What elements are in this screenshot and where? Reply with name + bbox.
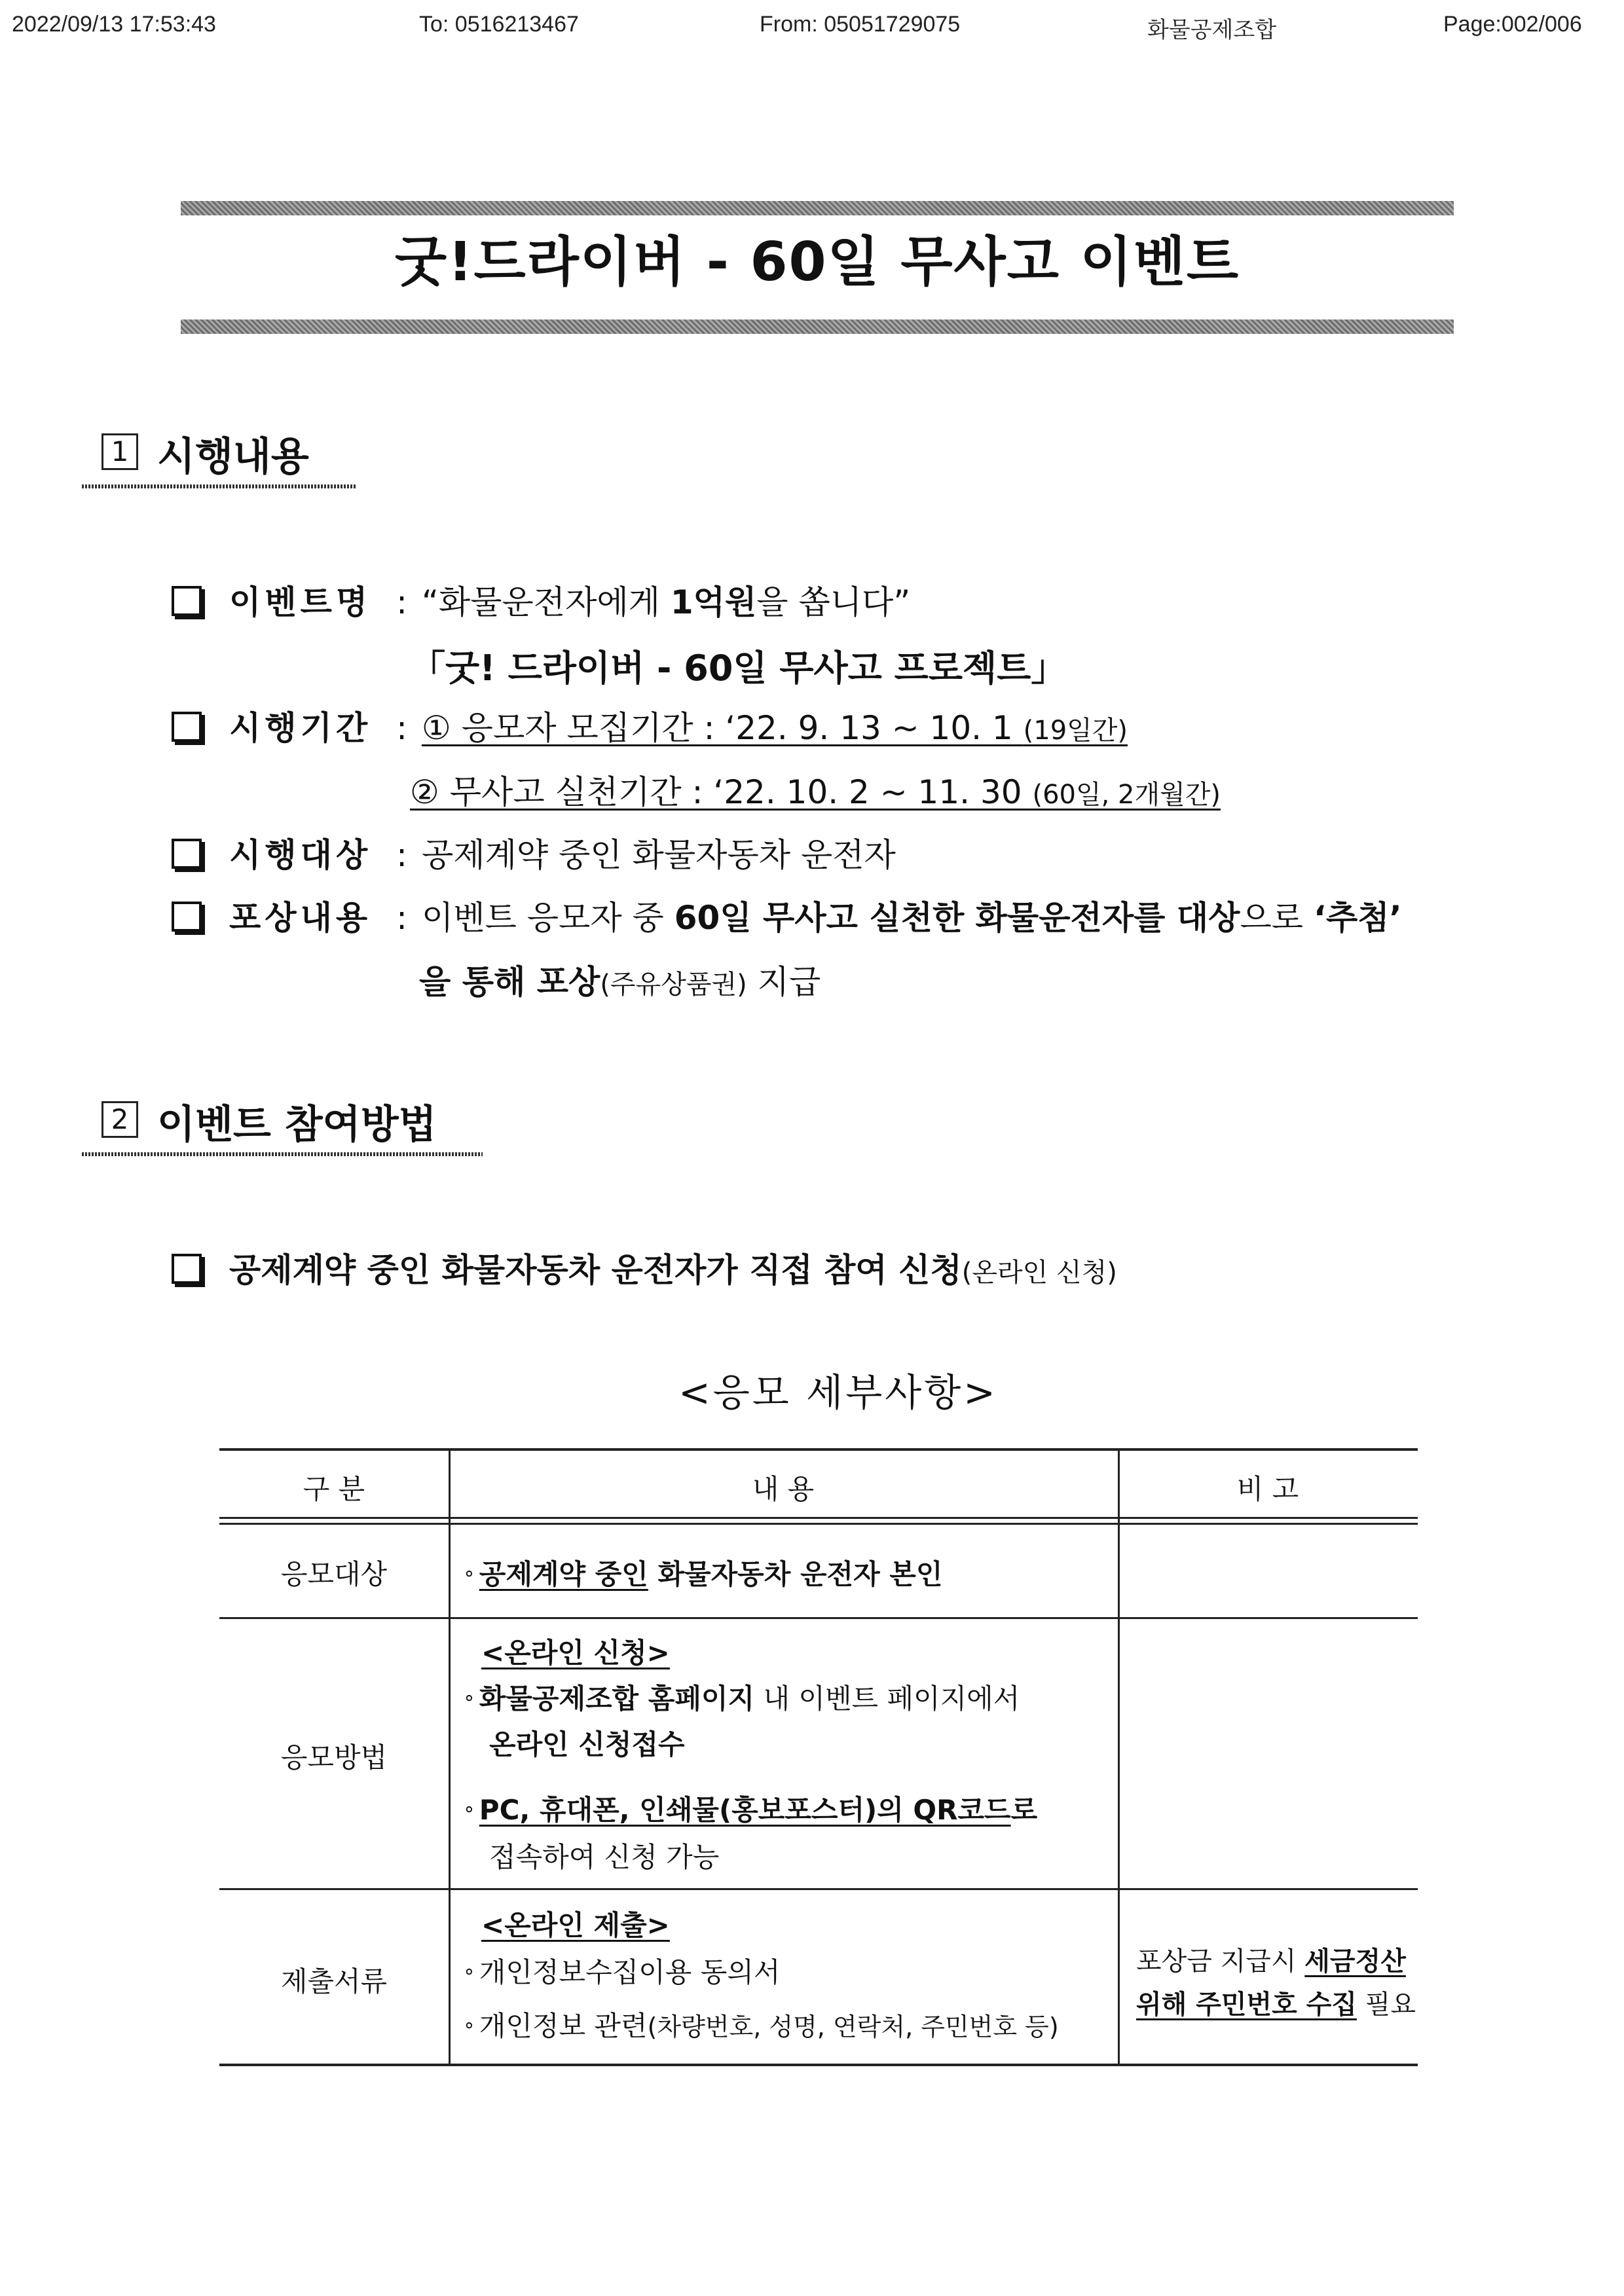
row1-label: 응모대상 [280, 1558, 388, 1590]
checkbox-icon [172, 586, 202, 616]
bullet-icon: ∘ [463, 2014, 475, 2037]
row3-subheading: <온라인 제출> [481, 1909, 670, 1941]
fax-datetime: 2022/09/13 17:53:43 [12, 12, 216, 37]
event-project-name: 「굿! 드라이버 - 60일 무사고 프로젝트」 [410, 647, 1067, 689]
colon: : [396, 899, 407, 937]
apply-text: 공제계약 중인 화물자동차 운전자가 직접 참여 신청 [229, 1251, 962, 1289]
row1-content [463, 1553, 942, 1592]
event-name-amount: 1억원 [670, 583, 757, 621]
checkbox-icon [172, 839, 202, 869]
colon: : [396, 836, 407, 874]
event-name-quote-open: “화물운전자에게 [421, 583, 671, 621]
table-header-content: 내 용 [752, 1473, 815, 1505]
reward-text-d: ‘추첨’ [1313, 899, 1402, 937]
reward-line2-bold: 을 통해 포상 [419, 963, 600, 1001]
row2-bullet1-line2: 온라인 신청접수 [489, 1728, 685, 1760]
section-2-title: 이벤트 참여방법 [157, 1102, 437, 1148]
title-band-top [181, 201, 1454, 215]
target-line [172, 829, 896, 876]
fax-page: Page:002/006 [1443, 12, 1582, 37]
table-header-note: 비 고 [1236, 1473, 1299, 1505]
section-1-underline [82, 484, 356, 488]
row2-subheading: <온라인 신청> [481, 1637, 670, 1669]
row3-bullet1-text: 개인정보수집이용 동의서 [479, 1956, 781, 1988]
reward-line-2 [419, 956, 821, 1003]
row3-note-u1: 세금정산 [1304, 1946, 1406, 1977]
row2-bullet2 [463, 1789, 1037, 1828]
bullet-icon: ∘ [463, 1798, 475, 1821]
reward-line2-small: (주유상품권) [600, 970, 747, 1000]
reward-line-1 [172, 892, 1402, 939]
apply-small: (온라인 신청) [961, 1258, 1117, 1288]
row2-bullet2-underlined: PC, 휴대폰, 인쇄물(홍보포스터)의 QR코드 [479, 1794, 1011, 1826]
row1-underlined: 공제계약 중인 [479, 1558, 648, 1590]
target-label: 시행대상 [229, 836, 372, 874]
period-line-2 [410, 766, 1221, 813]
checkbox-icon [172, 712, 202, 742]
fax-to: To: 0516213467 [419, 12, 579, 37]
reward-label: 포상내용 [229, 899, 372, 937]
period-label: 시행기간 [229, 709, 372, 747]
table-top-rule [219, 1448, 1418, 1451]
bullet-icon: ∘ [463, 1960, 475, 1983]
section-2-underline [82, 1152, 483, 1156]
row3-note-line1 [1136, 1941, 1406, 1978]
row2-bullet1 [463, 1677, 1020, 1717]
row3-note-end: 필요 [1356, 1990, 1416, 2020]
period-2-text: ② 무사고 실천기간 : ‘22. 10. 2 ~ 11. 30 [410, 773, 1033, 811]
row2-bullet2-line2: 접속하여 신청 가능 [489, 1841, 720, 1873]
table-row-rule-1 [219, 1617, 1418, 1619]
checkbox-icon [172, 1254, 202, 1284]
reward-text-a: 이벤트 응모자 중 [421, 899, 674, 937]
table-col-divider-2 [1118, 1448, 1120, 2066]
row3-note-u2: 위해 주민번호 수집 [1136, 1990, 1357, 2020]
title-band-bottom [181, 319, 1454, 334]
event-name-label: 이벤트명 [229, 583, 372, 621]
reward-line2-end: 지급 [747, 963, 821, 1001]
section-2-number: 2 [101, 1101, 138, 1138]
details-table [219, 1448, 1418, 2070]
period-line-1 [172, 702, 1128, 749]
fax-from: From: 05051729075 [760, 12, 961, 37]
table-col-divider-1 [449, 1448, 451, 2066]
colon: : [396, 583, 407, 621]
table-row-rule-2 [219, 1888, 1418, 1890]
row3-note-line2 [1136, 1984, 1416, 2021]
period-1-days: (19일간) [1023, 716, 1128, 746]
period-2-days: (60일, 2개월간) [1032, 780, 1221, 810]
table-bottom-rule [219, 2064, 1418, 2066]
fax-header [0, 12, 1624, 51]
row2-bullet1-bold: 화물공제조합 홈페이지 [479, 1683, 755, 1715]
row3-bullet1 [463, 1951, 780, 1990]
table-caption: <응모 세부사항> [678, 1370, 998, 1415]
fax-sender: 화물공제조합 [1147, 18, 1277, 43]
table-header-category: 구 분 [303, 1473, 365, 1505]
colon: : [396, 709, 407, 747]
row3-bullet2-text: 개인정보 관련 [479, 2010, 648, 2042]
table-header-rule-2 [219, 1523, 1418, 1525]
row2-label: 응모방법 [280, 1741, 388, 1774]
apply-line [172, 1244, 1117, 1291]
event-name-quote-close: 을 쏩니다” [756, 583, 911, 621]
bullet-icon: ∘ [463, 1562, 475, 1585]
row2-bullet1-rest: 내 이벤트 페이지에서 [754, 1683, 1020, 1715]
row3-bullet2-small: (차량번호, 성명, 연락처, 주민번호 등) [647, 2013, 1059, 2041]
checkbox-icon [172, 902, 202, 932]
event-name-line [172, 576, 910, 623]
table-header-rule-1 [219, 1517, 1418, 1519]
reward-text-c: 으로 [1240, 899, 1314, 937]
document-title: 굿!드라이버 - 60일 무사고 이벤트 [394, 231, 1240, 293]
period-1-text: ① 응모자 모집기간 : ‘22. 9. 13 ~ 10. 1 [421, 709, 1024, 747]
section-1-title: 시행내용 [157, 434, 309, 480]
row3-bullet2 [463, 2005, 1059, 2044]
row3-note-a: 포상금 지급시 [1136, 1946, 1305, 1977]
bullet-icon: ∘ [463, 1686, 475, 1709]
section-1-number: 1 [101, 433, 138, 470]
target-text: 공제계약 중인 화물자동차 운전자 [421, 836, 896, 874]
row1-rest: 화물자동차 운전자 본인 [648, 1558, 943, 1590]
reward-text-b: 60일 무사고 실천한 화물운전자를 대상 [674, 899, 1240, 937]
row3-label: 제출서류 [280, 1965, 388, 1997]
row2-bullet2-rest: 로 [1010, 1794, 1038, 1826]
